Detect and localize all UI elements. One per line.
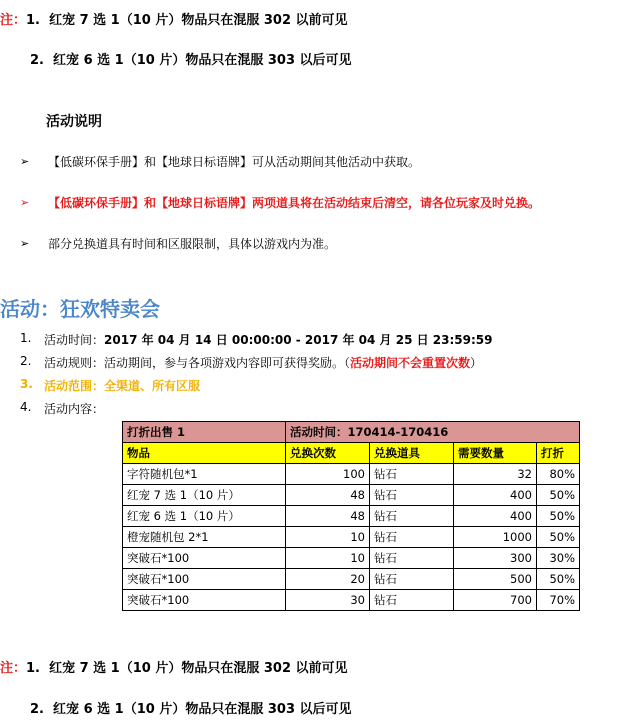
top-note-1	[0, 9, 348, 28]
note-num: 1.	[26, 661, 40, 676]
table-row	[123, 464, 580, 485]
count-cell: 10	[286, 527, 370, 548]
discount-cell: 80%	[537, 464, 580, 485]
count-cell: 30	[286, 590, 370, 611]
bullet-text: 部分兑换道具有时间和区服限制，具体以游戏内为准。	[48, 237, 337, 251]
table-row	[123, 485, 580, 506]
amount-cell: 32	[454, 464, 537, 485]
item-cell: 突破石*100	[123, 569, 286, 590]
top-note-2	[30, 49, 352, 68]
amount-cell: 500	[454, 569, 537, 590]
column-header: 打折	[537, 443, 580, 464]
bullet-text: 【低碳环保手册】和【地球日标语牌】可从活动期间其他活动中获取。	[48, 155, 421, 169]
description-bullet-1	[20, 153, 420, 170]
count-cell: 20	[286, 569, 370, 590]
column-header: 需要数量	[454, 443, 537, 464]
item-highlight: 活动期间不会重置次数	[350, 356, 471, 370]
arrow-bullet-icon: ➢	[20, 196, 30, 209]
item-text: 活动内容：	[44, 402, 105, 416]
item-cell: 红宠 7 选 1（10 片）	[123, 485, 286, 506]
amount-cell: 400	[454, 485, 537, 506]
description-title: 活动说明	[46, 114, 102, 130]
column-header: 兑换次数	[286, 443, 370, 464]
count-cell: 48	[286, 506, 370, 527]
description-bullet-2	[20, 194, 540, 211]
item-value: 2017 年 04 月 14 日 00:00:00 - 2017 年 04 月 25 日 23:59:59	[104, 333, 493, 347]
item-end: ）	[470, 356, 483, 370]
amount-cell: 700	[454, 590, 537, 611]
amount-cell: 300	[454, 548, 537, 569]
currency-cell: 钻石	[370, 506, 454, 527]
currency-cell: 钻石	[370, 569, 454, 590]
activity-item-time	[20, 331, 492, 348]
table-time: 活动时间：170414-170416	[286, 422, 580, 443]
arrow-bullet-icon: ➢	[20, 155, 30, 168]
item-text: 活动范围：全渠道、所有区服	[44, 379, 201, 393]
note-text: 红宠 6 选 1（10 片）物品只在混服 303 以后可见	[53, 702, 352, 717]
currency-cell: 钻石	[370, 485, 454, 506]
table-title-row	[123, 422, 580, 443]
table-row	[123, 527, 580, 548]
item-cell: 字符随机包*1	[123, 464, 286, 485]
table-header-row	[123, 443, 580, 464]
column-header: 兑换道具	[370, 443, 454, 464]
bullet-text: 【低碳环保手册】和【地球日标语牌】两项道具将在活动结束后清空，请各位玩家及时兑换。	[48, 196, 541, 210]
count-cell: 100	[286, 464, 370, 485]
note-text: 红宠 7 选 1（10 片）物品只在混服 302 以前可见	[49, 661, 348, 676]
amount-cell: 400	[454, 506, 537, 527]
discount-cell: 50%	[537, 485, 580, 506]
arrow-bullet-icon: ➢	[20, 237, 30, 250]
item-cell: 橙宠随机包 2*1	[123, 527, 286, 548]
currency-cell: 钻石	[370, 527, 454, 548]
activity-item-scope	[20, 377, 200, 394]
count-cell: 48	[286, 485, 370, 506]
list-number: 4.	[20, 400, 32, 414]
note-num: 1.	[26, 13, 40, 28]
currency-cell: 钻石	[370, 464, 454, 485]
currency-cell: 钻石	[370, 548, 454, 569]
list-number: 2.	[20, 354, 32, 368]
description-bullet-3	[20, 235, 336, 252]
table-row	[123, 590, 580, 611]
item-cell: 红宠 6 选 1（10 片）	[123, 506, 286, 527]
currency-cell: 钻石	[370, 590, 454, 611]
table-title: 打折出售 1	[123, 422, 286, 443]
item-label: 活动时间：	[44, 333, 105, 347]
note-text: 红宠 7 选 1（10 片）物品只在混服 302 以前可见	[49, 13, 348, 28]
note-text: 红宠 6 选 1（10 片）物品只在混服 303 以后可见	[53, 53, 352, 68]
discount-cell: 30%	[537, 548, 580, 569]
table-row	[123, 569, 580, 590]
column-header: 物品	[123, 443, 286, 464]
discount-cell: 50%	[537, 569, 580, 590]
note-prefix: 注：	[0, 13, 27, 28]
note-prefix: 注：	[0, 661, 27, 676]
activity-title: 活动：狂欢特卖会	[0, 297, 160, 321]
count-cell: 10	[286, 548, 370, 569]
amount-cell: 1000	[454, 527, 537, 548]
item-cell: 突破石*100	[123, 590, 286, 611]
table-row	[123, 548, 580, 569]
list-number: 1.	[20, 331, 32, 345]
list-number: 3.	[20, 377, 33, 391]
bottom-note-2	[30, 698, 352, 717]
note-num: 2.	[30, 53, 44, 68]
table-row	[123, 506, 580, 527]
item-cell: 突破石*100	[123, 548, 286, 569]
discount-cell: 70%	[537, 590, 580, 611]
discount-cell: 50%	[537, 527, 580, 548]
discount-cell: 50%	[537, 506, 580, 527]
bottom-note-1	[0, 657, 348, 676]
activity-item-rules	[20, 354, 482, 371]
item-label: 活动规则：活动期间，参与各项游戏内容即可获得奖励。（	[44, 356, 351, 370]
sale-table	[122, 421, 580, 611]
activity-item-content	[20, 400, 104, 417]
note-num: 2.	[30, 702, 44, 717]
